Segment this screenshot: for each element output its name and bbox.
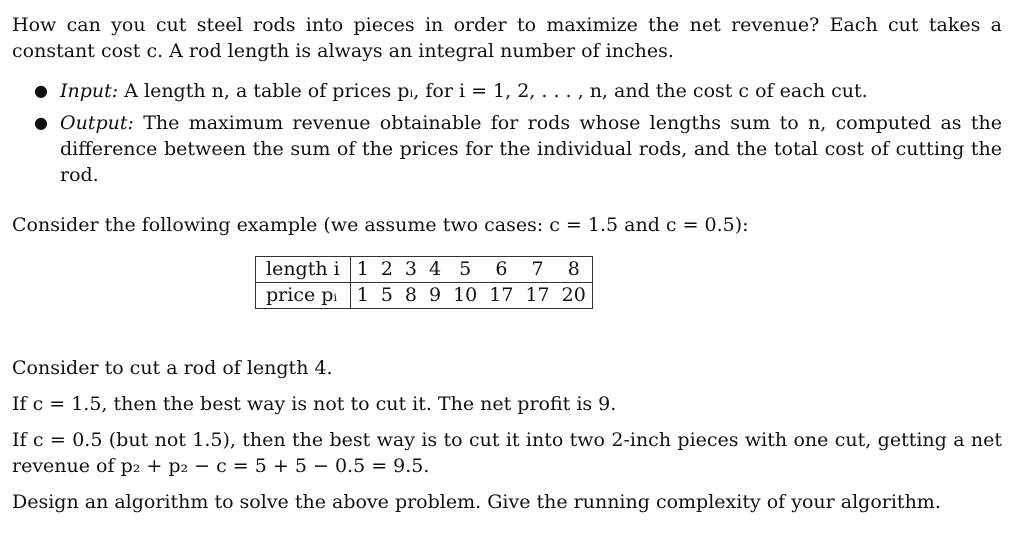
- price-cell: 5: [380, 284, 393, 306]
- price-cell: 9: [429, 284, 442, 306]
- length-cell: 8: [556, 257, 593, 283]
- length-cell: 4: [423, 257, 447, 283]
- length-cell: 1: [350, 257, 375, 283]
- output-bullet: [12, 110, 1002, 188]
- price-table: [255, 256, 593, 309]
- price-cell: 1: [356, 284, 369, 306]
- price-cell: 20: [561, 284, 586, 306]
- input-bullet: [12, 78, 1002, 104]
- price-cell: 10: [453, 284, 478, 306]
- input-label: Input:: [60, 80, 119, 102]
- price-row-header: price pᵢ: [256, 283, 351, 309]
- length-row: [256, 257, 593, 283]
- price-cell: 8: [404, 284, 417, 306]
- price-cell: 17: [525, 284, 550, 306]
- case-2-paragraph: If c = 0.5 (but not 1.5), then the best way is to cut it into two 2-inch pieces with one cut, getting a net revenue of p₂ + p₂ − c = 5 + 5 − 0.5 = 9.5.: [12, 429, 1002, 477]
- bullet-dot-icon: ●: [34, 113, 48, 132]
- length-cell: 5: [447, 257, 483, 283]
- price-row: [256, 283, 593, 309]
- length-row-header: length i: [256, 257, 351, 283]
- output-label: Output:: [60, 112, 134, 134]
- problem-document: [12, 12, 1002, 515]
- output-text: The maximum revenue obtainable for rods whose lengths sum to n, computed as the difference between the sum of the prices for the individual rods, and the total cost of cutting the rod.: [60, 112, 1002, 186]
- length-cell: 2: [375, 257, 399, 283]
- case-1-paragraph: If c = 1.5, then the best way is not to cut it. The net profit is 9.: [12, 393, 617, 415]
- bullet-dot-icon: ●: [34, 81, 48, 100]
- consider-cut-paragraph: Consider to cut a rod of length 4.: [12, 357, 333, 379]
- length-cell: 7: [519, 257, 555, 283]
- price-cell: 17: [489, 284, 514, 306]
- example-intro: Consider the following example (we assume two cases: c = 1.5 and c = 0.5):: [12, 214, 749, 236]
- length-cell: 6: [483, 257, 519, 283]
- price-table-container: [255, 256, 1002, 309]
- task-paragraph: Design an algorithm to solve the above problem. Give the running complexity of your algorithm.: [12, 491, 941, 513]
- input-text: A length n, a table of prices pᵢ, for i = 1, 2, . . . , n, and the cost c of each cut.: [124, 80, 868, 102]
- io-bullet-list: [12, 78, 1002, 188]
- intro-paragraph: How can you cut steel rods into pieces in order to maximize the net revenue? Each cut takes a constant cost c. A rod length is always an integral number of inches.: [12, 14, 1002, 62]
- length-cell: 3: [399, 257, 423, 283]
